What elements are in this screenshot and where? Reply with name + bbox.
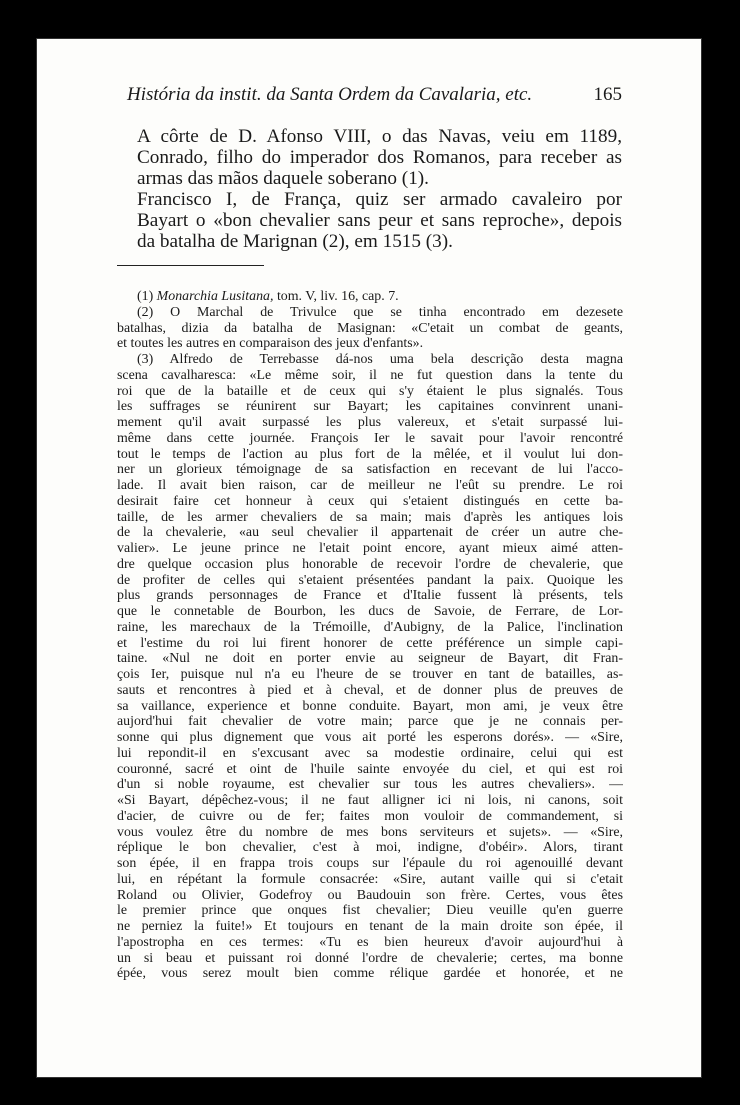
footnote-line: tout le temps de l'action au plus fort de la mêlée, et il voulut lui don- bbox=[117, 446, 623, 462]
footnote-line: un si beau et puissant roi donné l'ordre de chevalerie; certes, ma bonne bbox=[117, 950, 623, 966]
footnote-line: dre quelque occasion plus honorable de recevoir l'ordre de chevalerie, que bbox=[117, 556, 623, 572]
footnote-line: et toutes les autres en comparaison des jeux d'enfants». bbox=[117, 336, 424, 352]
footnote-line: çois Ier, puisque nul n'a eu l'heure de se trouver en tant de batailles, as- bbox=[117, 667, 623, 682]
paragraph-1 bbox=[117, 126, 622, 189]
body-text bbox=[117, 126, 622, 252]
footnote-line: le premier prince que onques fist chevalier; Dieu veuille qu'en guerre bbox=[117, 903, 623, 919]
footnote-line: lade. Il avait bien raison, car de meilleur ne l'eût su prendre. Le roi bbox=[117, 478, 623, 493]
body-line: da batalha de Marignan (2), em 1515 (3). bbox=[137, 231, 453, 252]
page-header bbox=[127, 84, 622, 106]
footnote-line: l'apostropha en ces termes: «Tu es bien heureux d'avoir aujourd'hui à bbox=[117, 934, 623, 950]
footnote-line: les suffrages se réunirent sur Bayart; les capitaines convinrent unani- bbox=[117, 399, 623, 415]
body-line: Bayart o «bon chevalier sans peur et sans reproche», depois bbox=[137, 210, 622, 231]
footnote-line: lui, en répétant la formule consacrée: «Sire, autant vaille qui si c'etait bbox=[117, 871, 623, 887]
footnote-line: réplique le bon chevalier, c'est à moi, indigne, d'obéir». Alors, tirant bbox=[117, 840, 623, 856]
footnote-line: raine, les marechaux de la Trémoille, d'Aubigny, de la Palice, l'inclination bbox=[117, 619, 623, 635]
book-page bbox=[36, 38, 702, 1078]
footnote-line: d'acier, de cuivre ou de fer; faites mon vouloir de commandement, si bbox=[117, 808, 623, 824]
footnote-line: Roland ou Olivier, Godefroy ou Baudouin son frère. Certes, vous êtes bbox=[117, 887, 623, 903]
footnote-line: que le connetable de Bourbon, les ducs de Savoie, de Ferrare, de Lor- bbox=[117, 604, 623, 619]
footnote-1 bbox=[117, 289, 623, 305]
footnotes bbox=[117, 289, 623, 982]
footnote-line: roi que de la bataille et de ceux qui s'y étaient le plus signalés. Tous bbox=[117, 383, 623, 399]
footnote-line: valier». Le jeune prince ne l'etait point encore, ayant mieux aimé atten- bbox=[117, 541, 623, 556]
body-line: armas das mãos daquele soberano (1). bbox=[137, 168, 429, 189]
footnote-line: sonne qui plus dignement que vous ait porté les esperons dorés». — «Sire, bbox=[117, 730, 623, 745]
footnote-line: même dans cette journée. François Ier le savait pour l'avoir rencontré bbox=[117, 430, 623, 446]
body-line: Conrado, filho do imperador dos Romanos, para receber as bbox=[137, 147, 622, 168]
body-line: Francisco I, de França, quiz ser armado cavaleiro por bbox=[137, 189, 622, 210]
running-title: História da instit. da Santa Ordem da Cavalaria, etc. bbox=[127, 84, 533, 105]
footnote-line: (3) Alfredo de Terrebasse dá-nos uma bela descrição desta magna bbox=[137, 352, 623, 367]
footnote-line: «Si Bayart, dépêchez-vous; il ne faut alligner ici ni lois, ni canons, soit bbox=[117, 793, 623, 808]
footnote-line: taille, de les armer chevaliers de sa main; mais d'après les antiques lois bbox=[117, 509, 623, 525]
footnote-line: couronné, sacré et oint de l'huile sainte envoyée du ciel, et qui est roi bbox=[117, 761, 623, 777]
footnote-line: mement qu'il avait surpassé les plus valereux, et s'etait surpassé lui- bbox=[117, 415, 623, 430]
footnote-line: lui repondit-il en s'excusant avec sa modestie ordinaire, celui qui est bbox=[117, 745, 623, 761]
paragraph-2 bbox=[117, 189, 622, 252]
footnote-line: scena cavalharesca: «Le même soir, il ne fut question dans la tente du bbox=[117, 367, 623, 383]
footnote-line: sauts et rencontres à pied et à cheval, et de donner plus de preuves de bbox=[117, 682, 623, 698]
footnote-line: batalhas, dizia da batalha de Masignan: «C'etait un combat de geants, bbox=[117, 320, 623, 336]
footnote-line: plus grands personnages de France et d'Italie fussent là présents, tels bbox=[117, 588, 623, 604]
footnote-line: ne perniez la fuite!» Et toujours en tenant de la main droite son épée, il bbox=[117, 919, 623, 934]
footnote-1-prefix: (1) bbox=[137, 289, 157, 304]
footnote-line: sa vaillance, experience et bonne conduite. Bayart, mon ami, je veux être bbox=[117, 698, 623, 714]
footnote-1-title: Monarchia Lusitana, bbox=[156, 289, 274, 304]
page-number: 165 bbox=[593, 84, 622, 105]
body-line: A côrte de D. Afonso VIII, o das Navas, veiu em 1189, bbox=[137, 126, 622, 147]
footnote-line: desirait faire cet honneur à ceux qui s'etaient distingués en cette ba- bbox=[117, 493, 623, 509]
footnote-line: aujord'hui fait chevalier de votre main; parce que je ne connais per- bbox=[117, 714, 623, 730]
footnote-line: (2) O Marchal de Trivulce que se tinha encontrado em dezesete bbox=[137, 304, 623, 320]
footnote-1-rest: tom. V, liv. 16, cap. 7. bbox=[273, 289, 399, 304]
footnote-separator bbox=[117, 265, 264, 266]
footnote-line: son épée, il en frappa trois coups sur l'épaule du roi agenouillé devant bbox=[117, 856, 623, 871]
footnote-line: d'un si noble royaume, est chevalier sur tous les autres chevaliers». — bbox=[117, 777, 623, 793]
footnote-line: taine. «Nul ne doit en porter envie au seigneur de Bayart, dit Fran- bbox=[117, 651, 623, 667]
footnote-line: et l'estime du roi lui firent honorer de cette préférence un simple capi- bbox=[117, 635, 623, 651]
footnote-line: de la chevalerie, «au seul chevalier il appartenait de créer un autre che- bbox=[117, 525, 623, 541]
footnote-line: ner un glorieux témoignage de sa satisfaction en recevant de lui l'acco- bbox=[117, 462, 623, 478]
footnote-line: vous voulez être du nombre de mes bons serviteurs et sujets». — «Sire, bbox=[117, 824, 623, 840]
footnote-line: de profiter de celles qui s'etaient présentées pandant la paix. Quoique les bbox=[117, 572, 623, 588]
footnote-line: épée, vous serez moult bien comme rélique gardée et honorée, et ne bbox=[117, 966, 623, 982]
